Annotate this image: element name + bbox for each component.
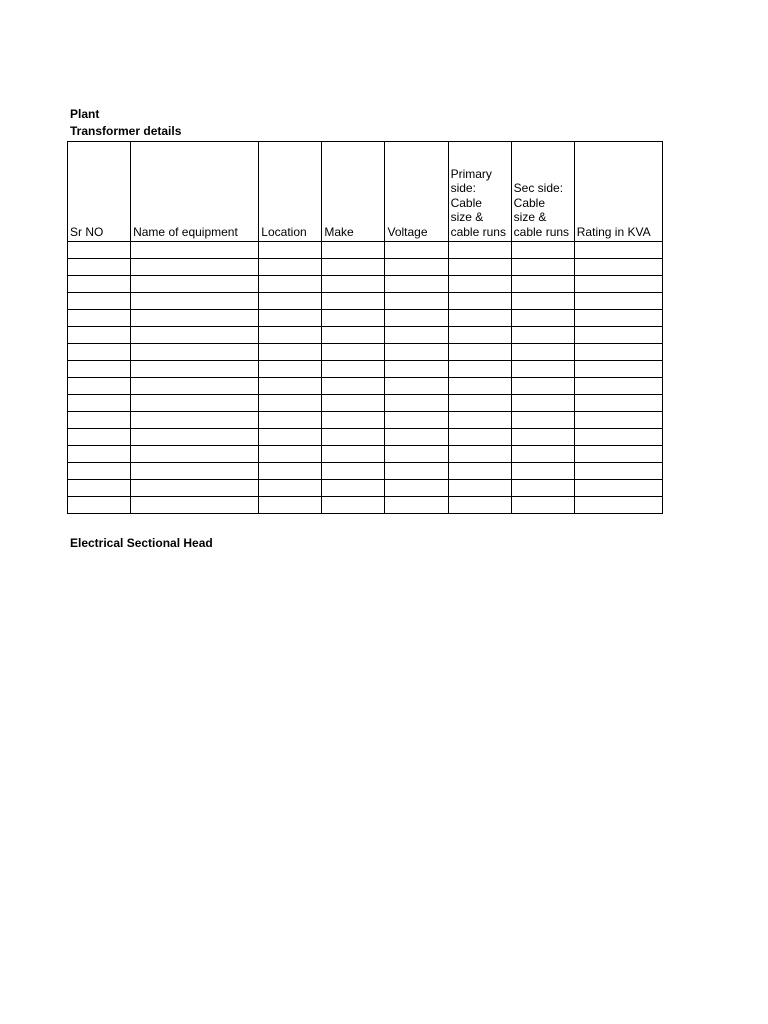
section-title: Transformer details	[70, 124, 182, 138]
table-cell	[259, 378, 322, 395]
table-cell	[448, 310, 511, 327]
table-cell	[448, 378, 511, 395]
table-cell	[385, 344, 448, 361]
table-row	[68, 446, 663, 463]
table-cell	[322, 259, 385, 276]
table-cell	[385, 293, 448, 310]
table-cell	[259, 497, 322, 514]
table-row	[68, 412, 663, 429]
table-cell	[448, 242, 511, 259]
table-cell	[131, 463, 259, 480]
table-cell	[259, 327, 322, 344]
table-cell	[385, 446, 448, 463]
table-cell	[511, 361, 574, 378]
col-header-voltage: Voltage	[385, 142, 448, 242]
table-cell	[385, 480, 448, 497]
table-cell	[574, 395, 662, 412]
table-cell	[511, 276, 574, 293]
table-header-row	[68, 142, 663, 242]
table-cell	[259, 276, 322, 293]
col-header-name-of-equipment: Name of equipment	[131, 142, 259, 242]
table-cell	[131, 293, 259, 310]
table-cell	[574, 242, 662, 259]
table-cell	[322, 395, 385, 412]
table-cell	[385, 310, 448, 327]
table-cell	[131, 446, 259, 463]
col-header-sr-no: Sr NO	[68, 142, 131, 242]
table-cell	[131, 344, 259, 361]
table-cell	[511, 242, 574, 259]
table-cell	[68, 327, 131, 344]
table-row	[68, 480, 663, 497]
table-cell	[322, 480, 385, 497]
table-cell	[68, 378, 131, 395]
table-cell	[131, 412, 259, 429]
table-cell	[68, 463, 131, 480]
table-row	[68, 259, 663, 276]
footer-signature-label: Electrical Sectional Head	[70, 536, 213, 550]
table-cell	[511, 378, 574, 395]
table-cell	[574, 497, 662, 514]
table-cell	[131, 276, 259, 293]
table-cell	[574, 429, 662, 446]
table-cell	[448, 293, 511, 310]
table-cell	[574, 293, 662, 310]
table-row	[68, 463, 663, 480]
table-cell	[574, 310, 662, 327]
table-cell	[385, 463, 448, 480]
table-row	[68, 395, 663, 412]
table-cell	[68, 395, 131, 412]
table-cell	[574, 412, 662, 429]
table-cell	[448, 412, 511, 429]
table-row	[68, 310, 663, 327]
table-cell	[511, 480, 574, 497]
table-cell	[68, 344, 131, 361]
table-cell	[259, 344, 322, 361]
table-cell	[259, 429, 322, 446]
table-cell	[131, 378, 259, 395]
table-cell	[448, 327, 511, 344]
table-cell	[131, 480, 259, 497]
table-cell	[68, 276, 131, 293]
table-cell	[68, 310, 131, 327]
table-cell	[385, 327, 448, 344]
table-cell	[511, 446, 574, 463]
table-cell	[574, 378, 662, 395]
table-cell	[322, 344, 385, 361]
table-body	[68, 242, 663, 514]
table-cell	[385, 412, 448, 429]
table-cell	[322, 497, 385, 514]
table-cell	[511, 327, 574, 344]
table-cell	[68, 497, 131, 514]
table-cell	[448, 361, 511, 378]
table-cell	[259, 293, 322, 310]
table-cell	[385, 395, 448, 412]
table-cell	[322, 412, 385, 429]
table-cell	[131, 327, 259, 344]
table-cell	[511, 497, 574, 514]
table-row	[68, 242, 663, 259]
table-cell	[448, 344, 511, 361]
table-cell	[131, 497, 259, 514]
table-cell	[322, 361, 385, 378]
table-cell	[322, 242, 385, 259]
table-cell	[259, 480, 322, 497]
table-cell	[511, 463, 574, 480]
table-cell	[385, 378, 448, 395]
table-cell	[259, 446, 322, 463]
table-cell	[322, 378, 385, 395]
table-cell	[448, 395, 511, 412]
table-cell	[259, 310, 322, 327]
table-cell	[322, 276, 385, 293]
table-cell	[385, 242, 448, 259]
table-cell	[511, 344, 574, 361]
col-header-rating-kva: Rating in KVA	[574, 142, 662, 242]
table-cell	[131, 361, 259, 378]
table-cell	[574, 446, 662, 463]
table-cell	[574, 327, 662, 344]
table-row	[68, 378, 663, 395]
col-header-location: Location	[259, 142, 322, 242]
table-cell	[574, 259, 662, 276]
table-row	[68, 497, 663, 514]
table-cell	[511, 310, 574, 327]
table-cell	[574, 463, 662, 480]
table-cell	[259, 395, 322, 412]
table-cell	[448, 446, 511, 463]
table-cell	[448, 429, 511, 446]
table-cell	[322, 429, 385, 446]
table-cell	[322, 310, 385, 327]
table-cell	[68, 480, 131, 497]
col-header-sec-side-cable: Sec side: Cable size & cable runs	[511, 142, 574, 242]
table-cell	[322, 446, 385, 463]
table-row	[68, 344, 663, 361]
plant-label: Plant	[70, 107, 100, 121]
table-row	[68, 327, 663, 344]
table-cell	[385, 259, 448, 276]
table-cell	[322, 293, 385, 310]
table-cell	[574, 276, 662, 293]
table-row	[68, 429, 663, 446]
table-cell	[68, 259, 131, 276]
table-cell	[448, 480, 511, 497]
table-cell	[68, 293, 131, 310]
table-cell	[511, 412, 574, 429]
table-cell	[574, 480, 662, 497]
table-cell	[68, 361, 131, 378]
table-cell	[322, 463, 385, 480]
table-cell	[68, 412, 131, 429]
col-header-primary-side-cable: Primary side: Cable size & cable runs	[448, 142, 511, 242]
table-cell	[131, 395, 259, 412]
table-cell	[259, 361, 322, 378]
table-cell	[448, 463, 511, 480]
table-cell	[574, 361, 662, 378]
table-row	[68, 293, 663, 310]
table-cell	[68, 446, 131, 463]
table-cell	[385, 361, 448, 378]
table-cell	[574, 344, 662, 361]
table-row	[68, 361, 663, 378]
table-cell	[448, 259, 511, 276]
table-cell	[385, 497, 448, 514]
table-cell	[259, 463, 322, 480]
table-cell	[68, 242, 131, 259]
table-cell	[131, 310, 259, 327]
table-cell	[448, 497, 511, 514]
table-cell	[259, 242, 322, 259]
table-cell	[322, 327, 385, 344]
table-cell	[131, 242, 259, 259]
table-cell	[448, 276, 511, 293]
table-cell	[131, 259, 259, 276]
table-cell	[511, 293, 574, 310]
table-cell	[259, 412, 322, 429]
table-cell	[511, 259, 574, 276]
table-cell	[385, 429, 448, 446]
table-cell	[385, 276, 448, 293]
table-cell	[511, 395, 574, 412]
table-cell	[131, 429, 259, 446]
table-cell	[511, 429, 574, 446]
transformer-details-table	[67, 141, 663, 514]
col-header-make: Make	[322, 142, 385, 242]
table-row	[68, 276, 663, 293]
table-cell	[259, 259, 322, 276]
table-cell	[68, 429, 131, 446]
